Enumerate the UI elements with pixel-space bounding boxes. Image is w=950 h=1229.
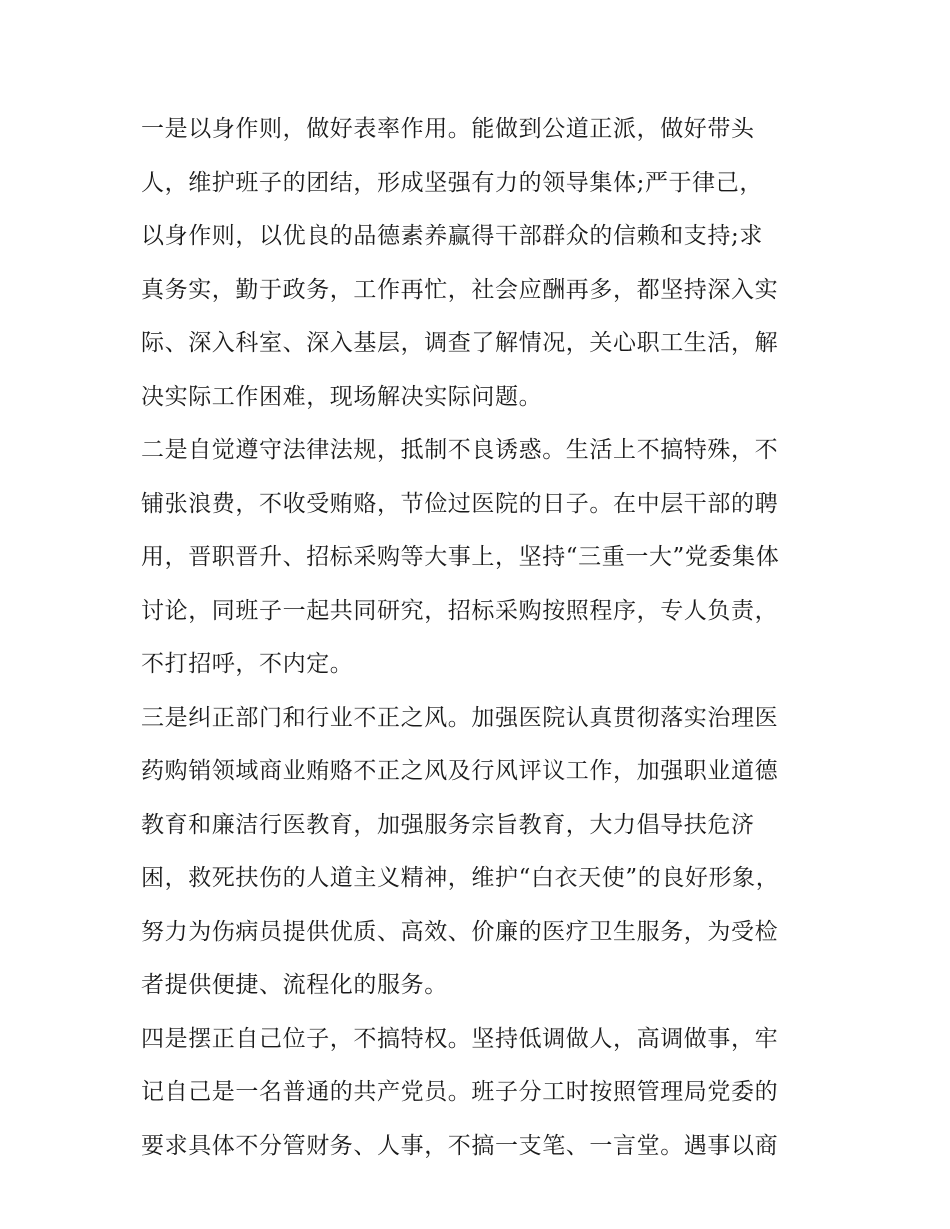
text-line: 四是摆正自己位子，不搞特权。坚持低调做人，高调做事，牢 [141,1025,779,1052]
text-line: 际、深入科室、深入基层，调查了解情况，关心职工生活，解 [141,330,779,356]
document-body [141,103,821,1173]
text-line: 以身作则，以优良的品德素养赢得干部群众的信赖和支持;求 [141,223,763,249]
text-line: 记自己是一名普通的共产党员。班子分工时按照管理局党委的 [141,1079,779,1105]
text-line: 人，维护班子的团结，形成坚强有力的领导集体;严于律己， [141,169,763,196]
text-line: 二是自觉遵守法律法规，抵制不良诱惑。生活上不搞特殊，不 [141,437,779,463]
paragraph-4 [141,1013,821,1174]
text-line: 要求具体不分管财务、人事，不搞一支笔、一言堂。遇事以商 [141,1132,779,1159]
text-line: 困，救死扶伤的人道主义精神，维护“白衣天使”的良好形象， [141,865,780,891]
text-line: 用，晋职晋升、招标采购等大事上，坚持“三重一大”党委集体 [141,544,780,570]
paragraph-1 [141,103,821,424]
text-line: 一是以身作则，做好表率作用。能做到公道正派，做好带头 [141,116,755,142]
text-line: 者提供便捷、流程化的服务。 [141,972,448,998]
text-line: 决实际工作困难，现场解决实际问题。 [141,383,543,410]
text-line: 不打招呼，不内定。 [141,651,354,677]
text-line: 铺张浪费，不收受贿赂，节俭过医院的日子。在中层干部的聘 [141,490,779,517]
text-line: 努力为伤病员提供优质、高效、价廉的医疗卫生服务，为受检 [141,918,779,945]
text-line: 三是纠正部门和行业不正之风。加强医院认真贯彻落实治理医 [141,704,779,731]
paragraph-2 [141,424,821,692]
paragraph-3 [141,692,821,1013]
text-line: 药购销领域商业贿赂不正之风及行风评议工作，加强职业道德 [141,758,779,784]
text-line: 教育和廉洁行医教育，加强服务宗旨教育，大力倡导扶危济 [141,811,755,838]
text-line: 真务实，勤于政务，工作再忙，社会应酬再多，都坚持深入实 [141,276,779,303]
text-line: 讨论，同班子一起共同研究，招标采购按照程序，专人负责， [141,597,779,624]
